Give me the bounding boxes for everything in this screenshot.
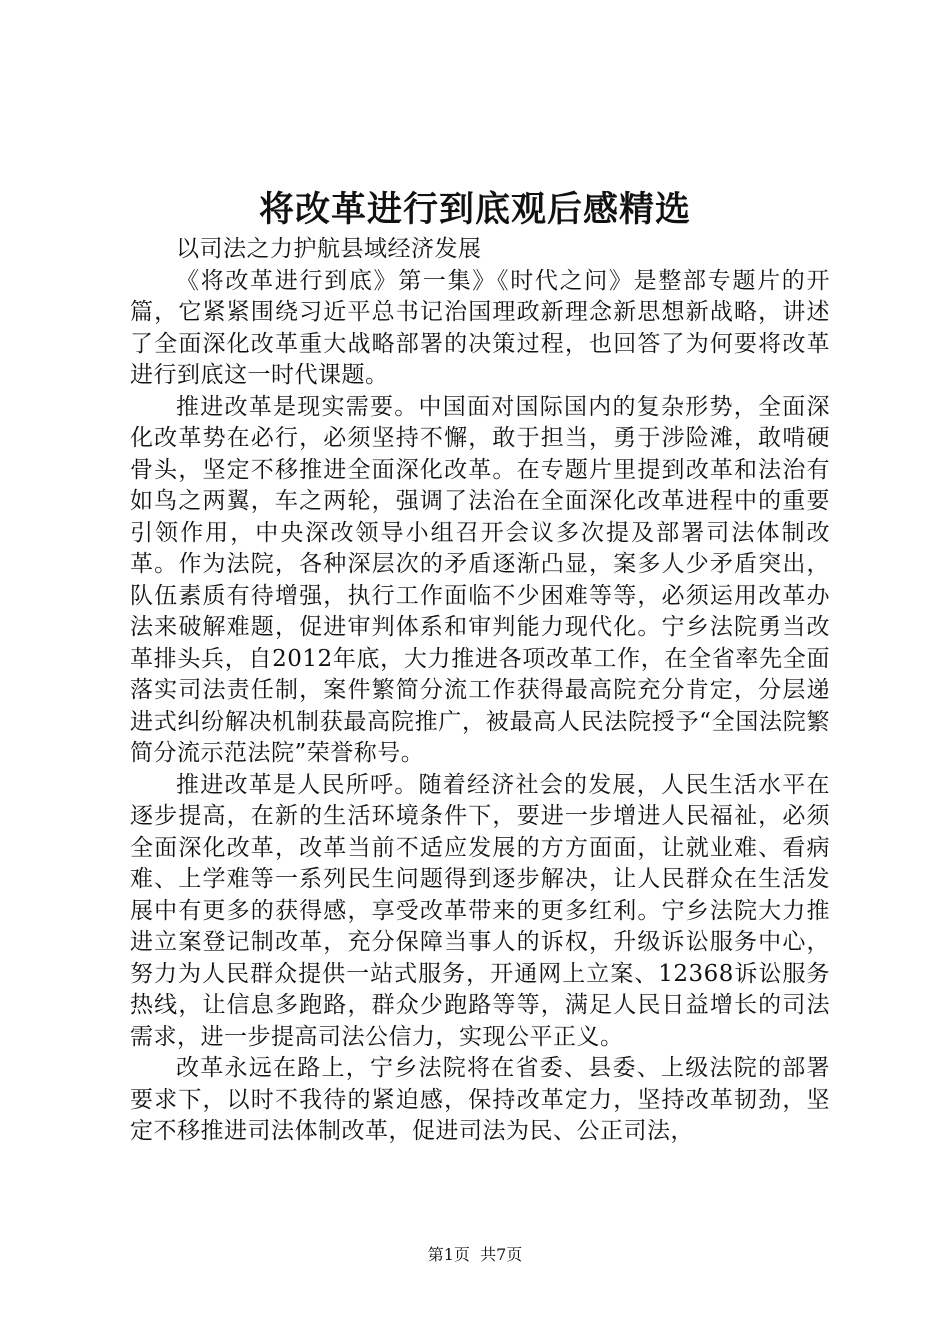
document-body <box>130 234 830 1148</box>
page-footer <box>0 1244 950 1266</box>
body-paragraph: 改革永远在路上，宁乡法院将在省委、县委、上级法院的部署要求下，以时不我待的紧迫感，保持改革定力，坚持改革韧劲，坚定不移推进司法体制改革，促进司法为民、公正司法， <box>130 1055 830 1144</box>
subtitle-paragraph: 以司法之力护航县域经济发展 <box>176 236 482 262</box>
document-title: 将改革进行到底观后感精选 <box>258 189 691 230</box>
body-paragraph: 《将改革进行到底》第一集》《时代之问》是整部专题片的开篇，它紧紧围绕习近平总书记治国理政新理念新思想新战略，讲述了全面深化改革重大战略部署的决策过程，也回答了为何要将改革进行到底这一时代课题。 <box>130 267 830 388</box>
page-number: 第1页 <box>427 1245 470 1264</box>
page-total: 共7页 <box>480 1245 523 1264</box>
body-paragraph: 推进改革是现实需要。中国面对国际国内的复杂形势，全面深化改革势在必行，必须坚持不懈，敢于担当，勇于涉险滩，敢啃硬骨头，坚定不移推进全面深化改革。在专题片里提到改革和法治有如鸟之两翼，车之两轮，强调了法治在全面深化改革进程中的重要引领作用，中央深改领导小组召开会议多次提及部署司法体制改革。作为法院，各种深层次的矛盾逐渐凸显，案多人少矛盾突出，队伍素质有待增强，执行工作面临不少困难等等，必须运用改革办法来破解难题，促进审判体系和审判能力现代化。宁乡法院勇当改革排头兵，自2012年底，大力推进各项改革工作，在全省率先全面落实司法责任制，案件繁简分流工作获得最高院充分肯定，分层递进式纠纷解决机制获最高院推广，被最高人民法院授予“全国法院繁简分流示范法院”荣誉称号。 <box>130 393 830 766</box>
body-paragraph: 推进改革是人民所呼。随着经济社会的发展，人民生活水平在逐步提高，在新的生活环境条件下，要进一步增进人民福祉，必须全面深化改革，改革当前不适应发展的方方面面，让就业难、看病难、上学难等一系列民生问题得到逐步解决，让人民群众在生活发展中有更多的获得感，享受改革带来的更多红利。宁乡法院大力推进立案登记制改革，充分保障当事人的诉权，升级诉讼服务中心，努力为人民群众提供一站式服务，开通网上立案、12368诉讼服务热线，让信息多跑路，群众少跑路等等，满足人民日益增长的司法需求，进一步提高司法公信力，实现公平正义。 <box>130 771 830 1050</box>
